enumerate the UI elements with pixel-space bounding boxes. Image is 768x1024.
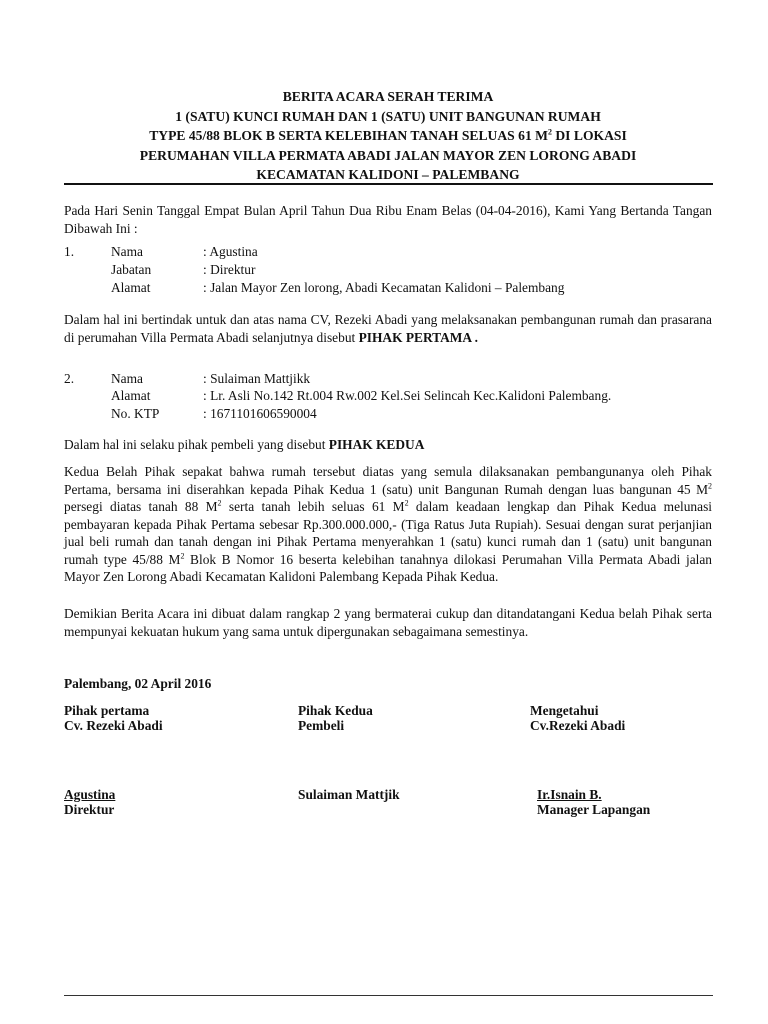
title-line-1: BERITA ACARA SERAH TERIMA [282, 89, 494, 104]
document-title [64, 87, 712, 185]
first-party-signer-title: Direktur [64, 802, 115, 817]
closing-paragraph: Demikian Berita Acara ini dibuat dalam rangkap 2 yang bermaterai cukup dan ditandatangani Kedua belah Pihak serta mempunyai kekuatan hukum yang sama untuk dipergunakan sebagaimana semestinya. [64, 606, 712, 639]
title-line-2: 1 (SATU) KUNCI RUMAH DAN 1 (SATU) UNIT BANGUNAN RUMAH [175, 108, 601, 124]
title-line-3: TYPE 45/88 BLOK B SERTA KELEBIHAN TANAH SELUAS 61 $M^2$ DI LOKASI [149, 127, 627, 143]
intro-paragraph: Pada Hari Senin Tanggal Empat Bulan April Tahun Dua Ribu Enam Belas (04-04-2016), Kami Yang Bertanda Tangan Dibawah Ini : [64, 203, 712, 236]
first-party-org: Cv. Rezeki Abadi [64, 718, 163, 733]
place-date: Palembang, 02 April 2016 [64, 676, 212, 691]
second-party-org: Pembeli [298, 718, 345, 733]
title-divider [64, 183, 713, 185]
document-page: BERITA ACARA SERAH TERIMA 1 (SATU) KUNCI RUMAH DAN 1 (SATU) UNIT BANGUNAN RUMAH TYPE 45/88 BLOK B SERTA KELEBIHAN TANAH SELUAS 61 $M^2$ DI LOKASI PERUMAHAN VILLA PERMATA ABADI JALAN MAYOR ZEN LORONG ABADI KECAMATAN KALIDONI – PALEMBANG Pada Hari Senin Tanggal Empat Bulan April Tahun Dua Ribu Enam Belas (04-04-2016), Kami Yang Bertanda Tangan Dibawah Ini : 1. Nama : Agustina Jabatan : Direktur Alamat : Jalan Mayor Zen lorong, Abadi Kecamatan Kalidoni – Palembang Dalam hal ini bertindak untuk dan atas nama CV, Rezeki Abadi yang melaksanakan pembangunan rumah dan prasarana di perumahan Villa Permata Abadi selanjutnya disebut PIHAK PERTAMA . 2. Nama : Sulaiman Mattjikk Alamat : Lr. Asli No.142 Rt.004 Rw.002 Kel.Sei Selincah Kec.Kalidoni Palembang. No. KTP : 1671101606590004 Dalam hal ini selaku pihak pembeli yang disebut PIHAK KEDUA Kedua Belah Pihak sepakat bahwa rumah tersebut diatas yang semula dilaksanakan pembangunanya oleh Pihak Pertama, bersama ini diserahkan kepada Pihak Kedua 1 (satu) unit Bangunan Rumah dengan luas bangunan 45 $M^2$ persegi diatas tanah 88 $M^2$ serta tanah lebih seluas 61 $M^2$ dalam keadaan lengkap dan Pihak Kedua melunasi pembayaran kepada Pihak Pertama sebesar Rp.300.000.000,- (Tiga Ratus Juta Rupiah). Sesuai dengan surat perjanjian jual beli rumah dan tanah dengan ini Pihak Pertama menyerahkan 1 (satu) kunci rumah dan 1 (satu) unit bangunan rumah type 45/88 $M^2$ Blok B Nomor 16 beserta kelebihan tanahnya dilokasi Perumahan Villa Permata Abadi jalan Mayor Zen Lorong Abadi Kecamatan Kalidoni Palembang Kepada Pihak Kedua. Demikian Berita Acara ini dibuat dalam rangkap 2 yang bermaterai cukup dan ditandatangani Kedua belah Pihak serta mempunyai kekuatan hukum yang sama untuk dipergunakan sebagaimana semestinya. Palembang, 02 April 2016 Pihak pertama Cv. Rezeki Abadi Pihak Kedua Pembeli Mengetahui Cv.Rezeki Abadi Agustina Direktur Sulaiman Mattjik Ir.Isnain B. Manager Lapangan [0, 0, 768, 1024]
party1-statement: Dalam hal ini bertindak untuk dan atas nama CV, Rezeki Abadi yang melaksanakan pembangunan rumah dan prasarana di perumahan Villa Permata Abadi selanjutnya disebut PIHAK PERTAMA . [64, 312, 712, 345]
first-party-signer-name: Agustina [64, 787, 116, 802]
footer-divider [64, 995, 713, 996]
second-party-role: Pihak Kedua [298, 703, 373, 718]
first-party-role: Pihak pertama [64, 703, 150, 718]
title-line-4: PERUMAHAN VILLA PERMATA ABADI JALAN MAYOR ZEN LORONG ABADI [139, 147, 637, 163]
second-party-signer-name: Sulaiman Mattjik [298, 787, 400, 802]
title-line-5: KECAMATAN KALIDONI – PALEMBANG [256, 167, 520, 182]
witness-role: Mengetahui [530, 703, 599, 718]
party2-statement: Dalam hal ini selaku pihak pembeli yang disebut PIHAK KEDUA [64, 437, 425, 452]
witness-org: Cv.Rezeki Abadi [530, 718, 626, 733]
witness-signer-name: Ir.Isnain B. [537, 787, 602, 802]
agreement-paragraph: Kedua Belah Pihak sepakat bahwa rumah tersebut diatas yang semula dilaksanakan pembangunanya oleh Pihak Pertama, bersama ini diserahkan kepada Pihak Kedua 1 (satu) unit Bangunan Rumah dengan luas bangunan 45 $M^2$ persegi diatas tanah 88 $M^2$ serta tanah lebih seluas 61 $M^2$ dalam keadaan lengkap dan Pihak Kedua melunasi pembayaran kepada Pihak Pertama sebesar Rp.300.000.000,- (Tiga Ratus Juta Rupiah). Sesuai dengan surat perjanjian jual beli rumah dan tanah dengan ini Pihak Pertama menyerahkan 1 (satu) kunci rumah dan 1 (satu) unit bangunan rumah type 45/88 $M^2$ Blok B Nomor 16 beserta kelebihan tanahnya dilokasi Perumahan Villa Permata Abadi jalan Mayor Zen Lorong Abadi Kecamatan Kalidoni Palembang Kepada Pihak Kedua. [64, 464, 712, 584]
witness-signer-title: Manager Lapangan [537, 802, 651, 817]
